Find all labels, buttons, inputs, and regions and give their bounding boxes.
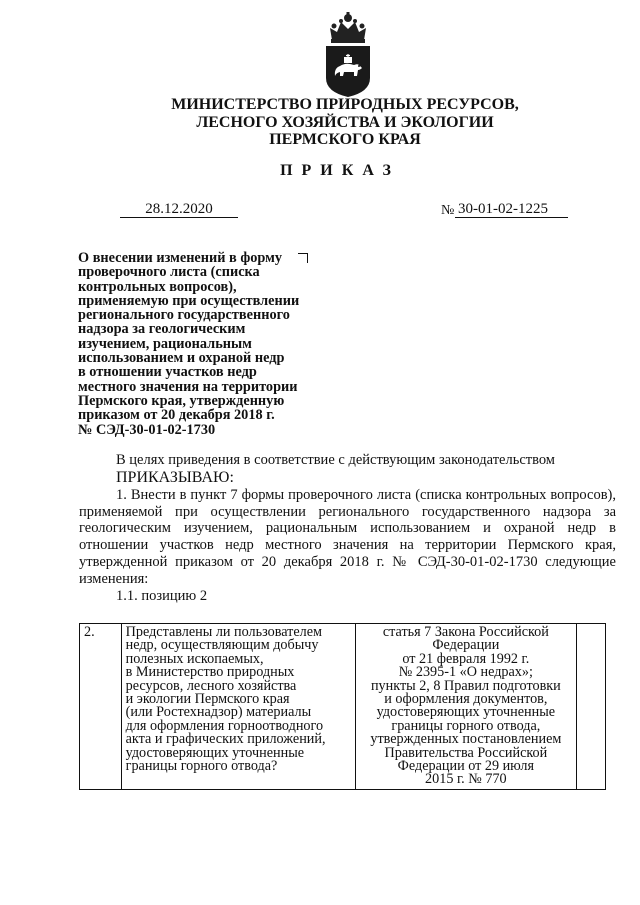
subject-line: О внесении изменений в форму — [78, 250, 283, 266]
reference-line: Федерации от 29 июля — [397, 758, 535, 775]
subject-line: применяемую при осуществлении — [78, 292, 300, 309]
ministry-name-line: ЛЕСНОГО ХОЗЯЙСТВА И ЭКОЛОГИИ — [196, 113, 494, 131]
order-body — [79, 452, 616, 604]
subject-line: приказом от 20 декабря 2018 г. — [78, 407, 275, 424]
reference-line: и оформления документов, — [384, 691, 548, 708]
subject-line: контрольных вопросов), — [78, 278, 237, 295]
question-line: недр, осуществляющим добычу — [125, 637, 319, 654]
order-number-prefix: № — [441, 203, 455, 218]
order-subject — [78, 251, 328, 437]
intro-paragraph: В целях приведения в соответствие с действующим законодательством — [116, 452, 555, 468]
reference-line: пункты 2, 8 Правил подготовки — [370, 677, 561, 694]
question-line: границы горного отвода? — [125, 758, 278, 775]
item-1-1-paragraph: 1.1. позицию 2 — [116, 587, 208, 604]
reference-line: № 2395-1 «О недрах»; — [398, 664, 533, 681]
reference-line: 2015 г. № 770 — [425, 771, 507, 788]
subject-line: в отношении участков недр — [78, 364, 257, 381]
question-line: (или Ростехнадзор) материалы — [125, 704, 312, 721]
answer-cell — [576, 624, 605, 790]
position-2-table — [79, 623, 606, 790]
subject-line: изучением, рациональным — [78, 335, 252, 352]
reference-line: границы горного отвода, — [391, 717, 541, 734]
question-line: и экологии Пермского края — [125, 691, 290, 708]
item-1-paragraph: 1. Внести в пункт 7 формы проверочного листа (списка контрольных вопросов), применяемой при осуществлении регионального государственного надзора за геологическим изучением, рациональным использованием и охраной недр в отношении участков недр местного значения на территории Пермского края, утвержденной приказом от 20 декабря 2018 г. № СЭД-30-01-02-1730 следующие изменения: — [79, 486, 616, 587]
order-title: ПРИКАЗ — [280, 162, 400, 179]
ministry-name — [150, 96, 540, 149]
reference-line: Правительства Российской — [384, 744, 548, 761]
subject-line: надзора за геологическим — [78, 321, 246, 338]
reference-line: Федерации — [432, 637, 500, 654]
reference-line: статья 7 Закона Российской — [382, 624, 549, 640]
prikazyvayu-heading: ПРИКАЗЫВАЮ: — [116, 468, 234, 486]
reference-cell — [356, 624, 576, 790]
order-number: 30-01-02-1225 — [455, 201, 568, 218]
subject-line: местного значения на территории — [78, 378, 298, 395]
reference-line: утвержденных постановлением — [370, 731, 562, 748]
question-line: полезных ископаемых, — [125, 650, 264, 667]
subject-line: Пермского края, утвержденную — [78, 392, 285, 409]
table-row — [80, 624, 606, 790]
reference-line: удостоверяющих уточненные — [376, 704, 556, 721]
subject-line: проверочного листа (списка — [78, 264, 260, 281]
ministry-name-line: МИНИСТЕРСТВО ПРИРОДНЫХ РЕСУРСОВ, — [171, 96, 519, 113]
question-line: акта и графических приложений, — [125, 731, 326, 748]
ministry-name-line: ПЕРМСКОГО КРАЯ — [269, 131, 421, 148]
order-date: 28.12.2020 — [120, 201, 238, 218]
reference-line: от 21 февраля 1992 г. — [402, 650, 530, 667]
question-line: удостоверяющих уточненные — [125, 744, 305, 761]
row-number-cell: 2. — [80, 624, 122, 790]
question-line: Представлены ли пользователем — [125, 624, 322, 640]
subject-line: № СЭД-30-01-02-1730 — [78, 421, 216, 438]
question-line: ресурсов, лесного хозяйства — [125, 677, 297, 694]
question-line: в Министерство природных — [125, 664, 295, 681]
question-line: для оформления горноотводного — [125, 717, 324, 734]
perm-krai-coat-of-arms-icon — [322, 10, 374, 98]
subject-line: регионального государственного — [78, 307, 290, 324]
question-cell — [121, 624, 356, 790]
subject-line: использованием и охраной недр — [78, 350, 285, 367]
